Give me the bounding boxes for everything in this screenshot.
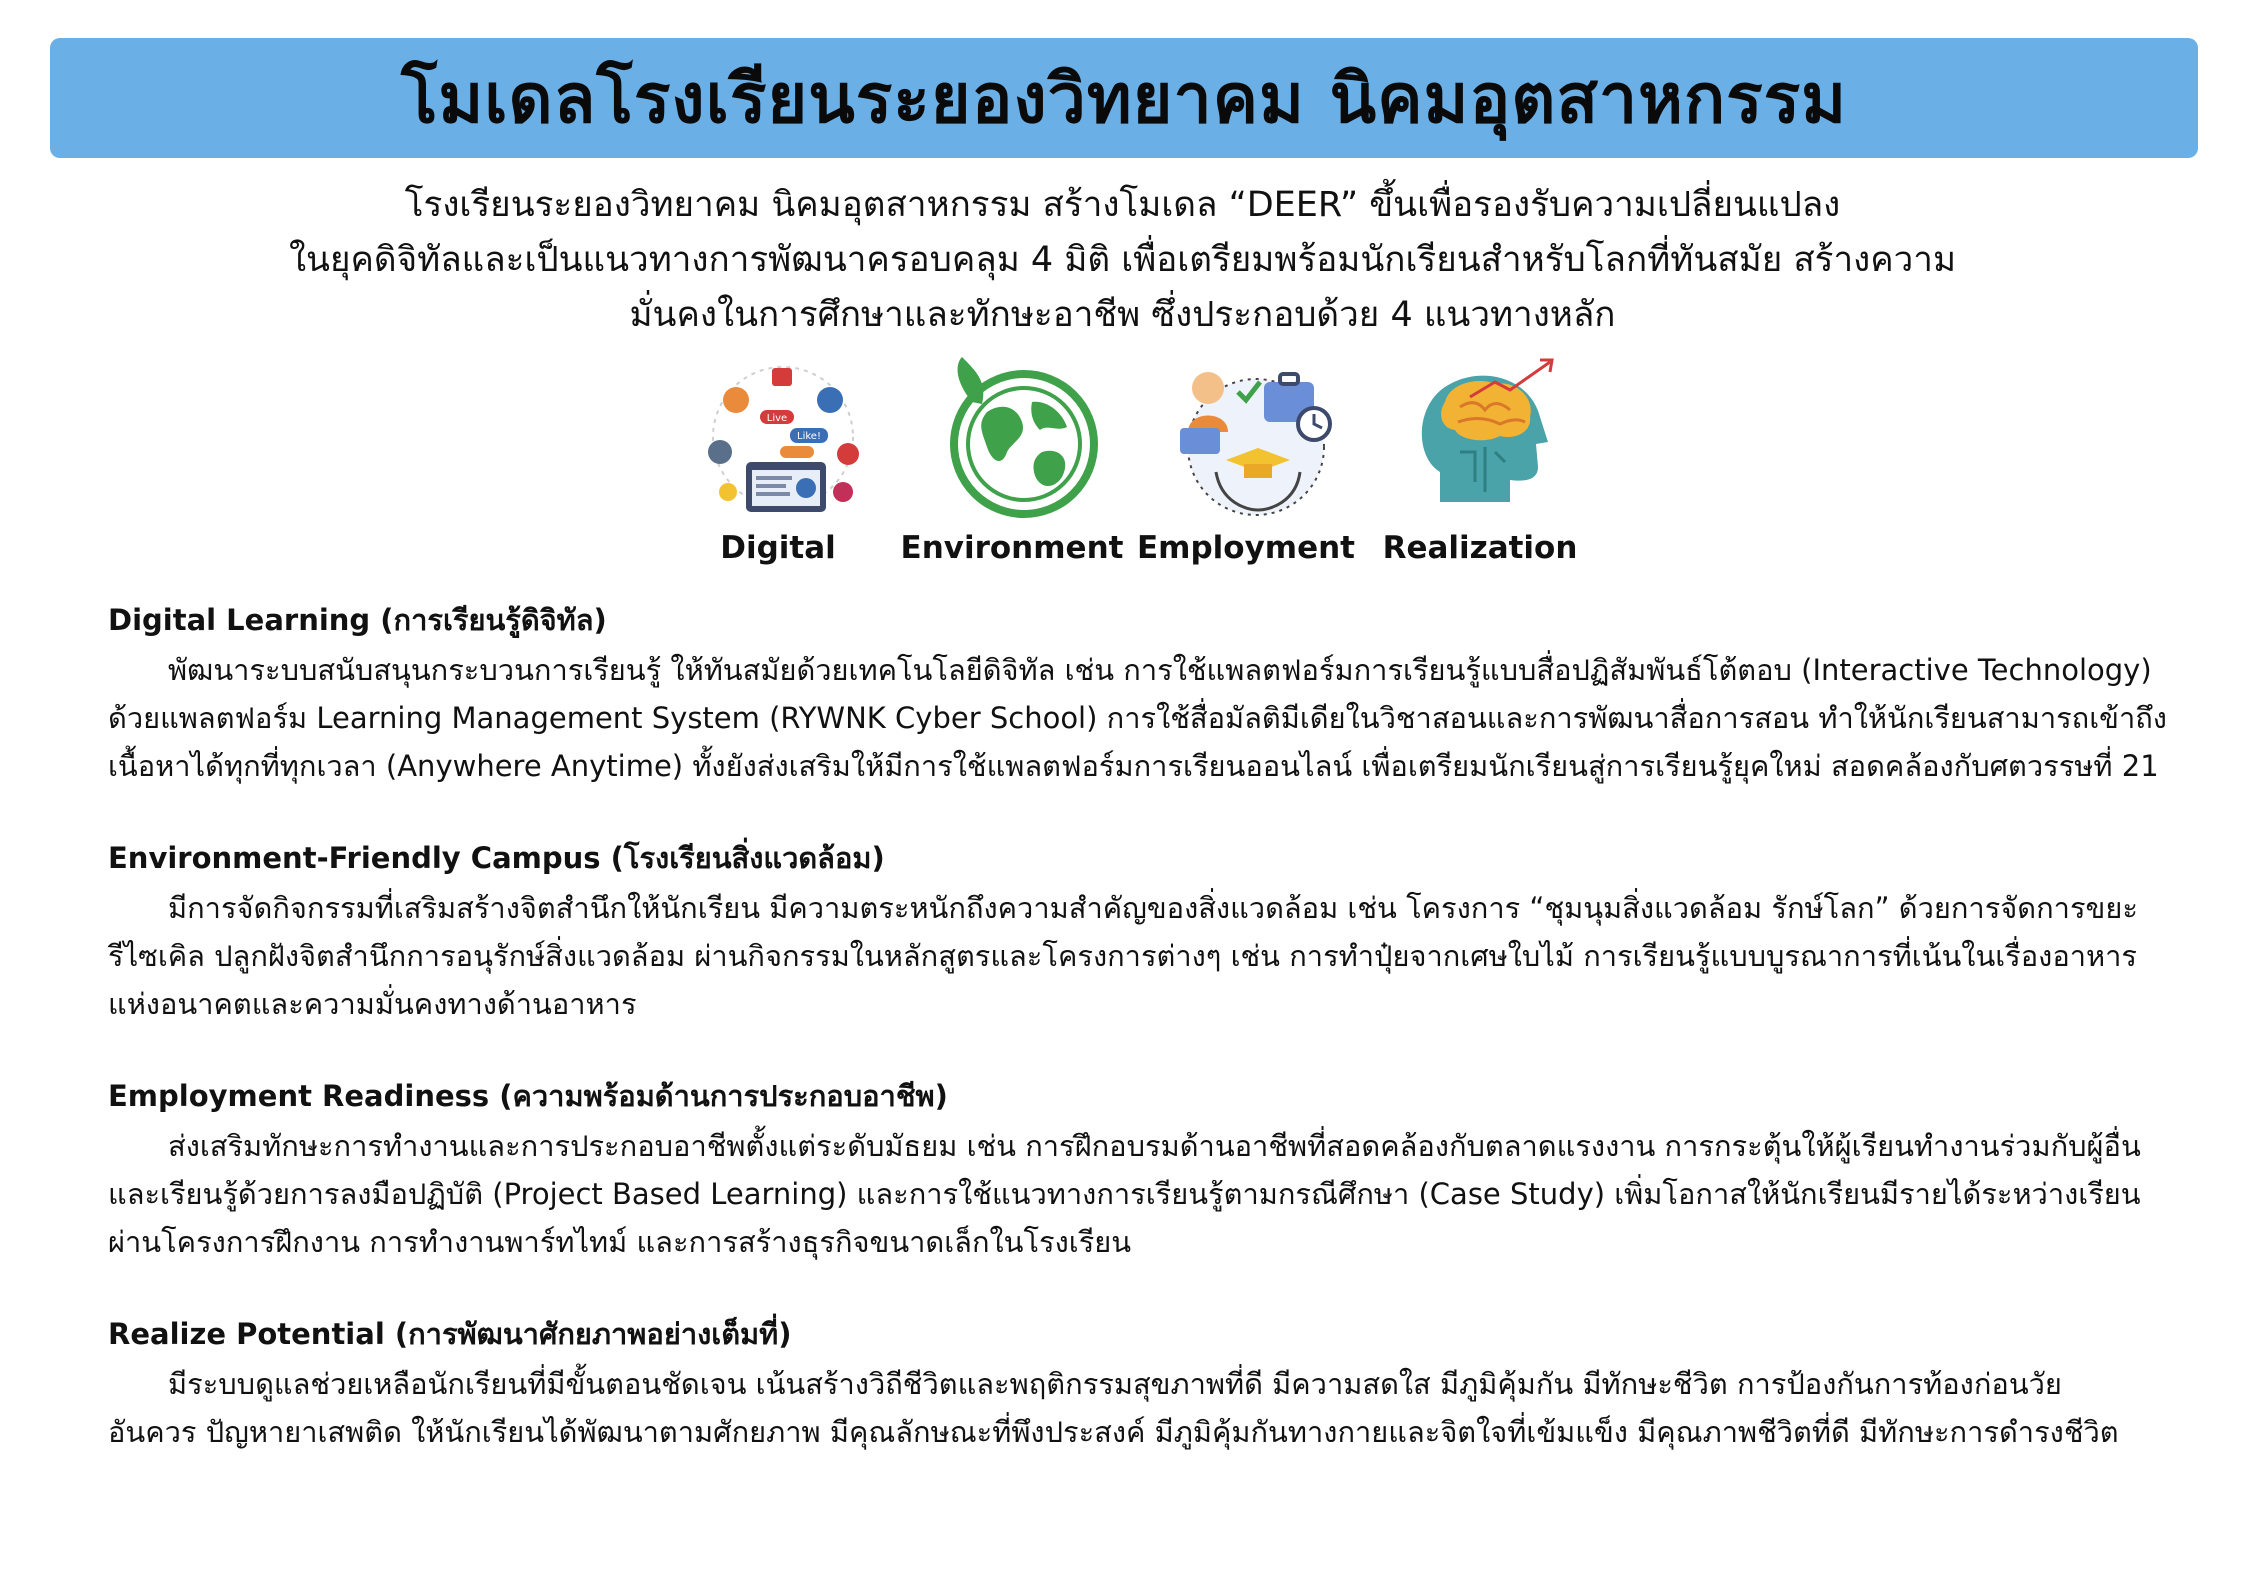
pillar-label: Employment	[1136, 530, 1355, 566]
section-line: พัฒนาระบบสนับสนุนกระบวนการเรียนรู้ ให้ทันสมัยด้วยเทคโนโลยีดิจิทัล เช่น การใช้แพลตฟอร์มการเรียนรู้แบบสื่อปฏิสัมพันธ์โต้ตอบ (Interactive Technology)	[168, 653, 2152, 687]
section-heading: Environment-Friendly Campus (โรงเรียนสิ่งแวดล้อม)	[108, 841, 885, 875]
pillar-label: Digital	[720, 530, 836, 566]
pillar-realization	[1370, 352, 1590, 582]
intro-line: ในยุคดิจิทัลและเป็นแนวทางการพัฒนาครอบคลุม 4 มิติ เพื่อเตรียมพร้อมนักเรียนสำหรับโลกที่ทันสมัย สร้างความ	[288, 240, 1957, 280]
section-line: ส่งเสริมทักษะการทำงานและการประกอบอาชีพตั้งแต่ระดับมัธยม เช่น การฝึกอบรมด้านอาชีพที่สอดคล้องกับตลาดแรงงาน การกระตุ้นให้ผู้เรียนทำงานร่วมกับผู้อื่น	[168, 1129, 2141, 1163]
sections-container	[108, 598, 2188, 1502]
section-digital-learning	[108, 598, 2188, 790]
section-realize-potential	[108, 1312, 2188, 1456]
section-line: อันควร ปัญหายาเสพติด ให้นักเรียนได้พัฒนาตามศักยภาพ มีคุณลักษณะที่พึงประสงค์ มีภูมิคุ้มกันทางกายและจิตใจที่เข้มแข็ง มีคุณภาพชีวิตที่ดี มีทักษะการดำรงชีวิต	[108, 1415, 2119, 1449]
page-title: โมเดลโรงเรียนระยองวิทยาคม นิคมอุตสาหกรรม	[400, 60, 1848, 139]
section-line: มีการจัดกิจกรรมที่เสริมสร้างจิตสำนึกให้นักเรียน มีความตระหนักถึงความสำคัญของสิ่งแวดล้อม เช่น โครงการ “ชุมนุมสิ่งแวดล้อม รักษ์โลก” ด้วยการจัดการขยะ	[168, 891, 2138, 925]
pillar-label: Realization	[1382, 530, 1578, 566]
section-heading: Realize Potential (การพัฒนาศักยภาพอย่างเต็มที่)	[108, 1317, 792, 1351]
intro-line: มั่นคงในการศึกษาและทักษะอาชีพ ซึ่งประกอบด้วย 4 แนวทางหลัก	[629, 295, 1616, 335]
pillar-label: Environment	[900, 530, 1124, 566]
svg-text:Like!: Like!	[797, 431, 821, 442]
pillar-digital	[668, 352, 888, 582]
career-icon	[1166, 352, 1336, 522]
section-line: แห่งอนาคตและความมั่นคงทางด้านอาหาร	[108, 987, 637, 1021]
section-line: ผ่านโครงการฝึกงาน การทำงานพาร์ทไทม์ และการสร้างธุรกิจขนาดเล็กในโรงเรียน	[108, 1225, 1132, 1259]
pillar-icons-row	[0, 352, 2245, 582]
head-brain-icon	[1400, 352, 1570, 522]
section-environment-campus	[108, 836, 2188, 1028]
intro-paragraph	[150, 178, 2095, 343]
svg-text:Live: Live	[766, 413, 788, 424]
section-heading: Employment Readiness (ความพร้อมด้านการประกอบอาชีพ)	[108, 1079, 948, 1113]
section-line: เนื้อหาได้ทุกที่ทุกเวลา (Anywhere Anytime) ทั้งยังส่งเสริมให้มีการใช้แพลตฟอร์มการเรียนออนไลน์ เพื่อเตรียมนักเรียนสู่การเรียนรู้ยุคใหม่ สอดคล้องกับศตวรรษที่ 21	[108, 749, 2159, 783]
section-employment-readiness	[108, 1074, 2188, 1266]
section-heading: Digital Learning (การเรียนรู้ดิจิทัล)	[108, 603, 607, 637]
globe-leaf-icon	[932, 352, 1102, 522]
digital-media-icon	[698, 352, 868, 522]
intro-line: โรงเรียนระยองวิทยาคม นิคมอุตสาหกรรม สร้างโมเดล “DEER” ขึ้นเพื่อรองรับความเปลี่ยนแปลง	[404, 185, 1841, 225]
section-line: และเรียนรู้ด้วยการลงมือปฏิบัติ (Project Based Learning) และการใช้แนวทางการเรียนรู้ตามกรณีศึกษา (Case Study) เพิ่มโอกาสให้นักเรียนมีรายได้ระหว่างเรียน	[108, 1177, 2141, 1211]
section-line: รีไซเคิล ปลูกฝังจิตสำนึกการอนุรักษ์สิ่งแวดล้อม ผ่านกิจกรรมในหลักสูตรและโครงการต่างๆ เช่น การทำปุ๋ยจากเศษใบไม้ การเรียนรู้แบบบูรณาการที่เน้นในเรื่องอาหาร	[108, 939, 2138, 973]
section-line: มีระบบดูแลช่วยเหลือนักเรียนที่มีขั้นตอนชัดเจน เน้นสร้างวิถีชีวิตและพฤติกรรมสุขภาพที่ดี มีความสดใส มีภูมิคุ้มกัน มีทักษะชีวิต การป้องกันการท้องก่อนวัย	[168, 1367, 2062, 1401]
title-banner	[50, 38, 2198, 158]
pillar-environment	[902, 352, 1122, 582]
pillar-employment	[1136, 352, 1356, 582]
section-line: ด้วยแพลตฟอร์ม Learning Management System (RYWNK Cyber School) การใช้สื่อมัลติมีเดียในวิชาสอนและการพัฒนาสื่อการสอน ทำให้นักเรียนสามารถเข้าถึง	[108, 701, 2167, 735]
